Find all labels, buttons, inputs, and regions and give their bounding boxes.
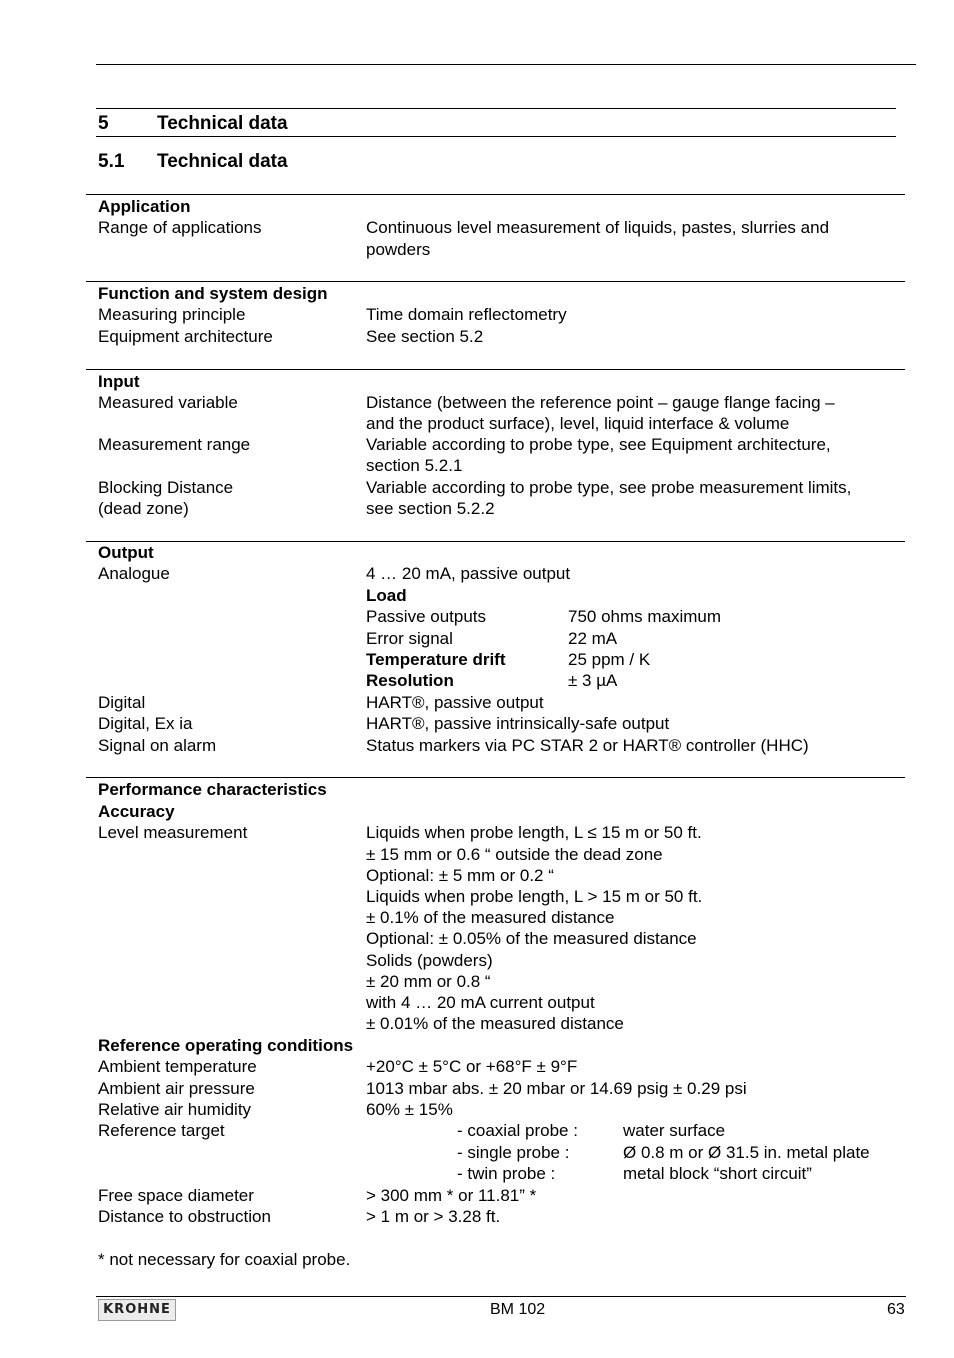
free-space-value: > 300 mm * or 11.81” * — [366, 1186, 537, 1205]
performance-rule — [86, 777, 905, 778]
variable-value-line1: Distance (between the reference point – gauge flange facing – — [366, 393, 835, 412]
reference-target-label: Reference target — [98, 1121, 225, 1140]
input-heading: Input — [98, 372, 140, 391]
ambient-temperature-label: Ambient temperature — [98, 1057, 257, 1076]
output-rule — [86, 541, 905, 542]
application-heading: Application — [98, 197, 191, 216]
page-number: 63 — [887, 1301, 905, 1318]
level-line: Liquids when probe length, L ≤ 15 m or 50 ft. — [366, 823, 702, 842]
humidity-label: Relative air humidity — [98, 1100, 252, 1119]
measurement-range-line1: Variable according to probe type, see Equipment architecture, — [366, 435, 831, 454]
single-probe-value: Ø 0.8 m or Ø 31.5 in. metal plate — [623, 1143, 870, 1162]
air-pressure-label: Ambient air pressure — [98, 1079, 255, 1098]
twin-probe-label: - twin probe : — [457, 1164, 556, 1183]
error-signal-label: Error signal — [366, 629, 453, 648]
footnote: * not necessary for coaxial probe. — [98, 1250, 351, 1269]
output-heading: Output — [98, 543, 154, 562]
analogue-label: Analogue — [98, 564, 170, 583]
resolution-label: Resolution — [366, 671, 454, 690]
level-line: ± 0.01% of the measured distance — [366, 1014, 624, 1033]
humidity-value: 60% ± 15% — [366, 1100, 453, 1119]
twin-probe-value: metal block “short circuit” — [623, 1164, 812, 1183]
coaxial-probe-value: water surface — [623, 1121, 726, 1140]
level-measurement-label: Level measurement — [98, 823, 248, 842]
subsection-title: Technical data — [157, 151, 288, 172]
free-space-label: Free space diameter — [98, 1186, 254, 1205]
obstruction-value: > 1 m or > 3.28 ft. — [366, 1207, 501, 1226]
temperature-drift-label: Temperature drift — [366, 650, 506, 669]
level-line: with 4 … 20 mA current output — [366, 993, 595, 1012]
obstruction-label: Distance to obstruction — [98, 1207, 271, 1226]
input-rule — [86, 369, 905, 370]
range-value-line2: powders — [366, 240, 431, 259]
level-line: ± 15 mm or 0.6 “ outside the dead zone — [366, 845, 663, 864]
level-line: ± 0.1% of the measured distance — [366, 908, 615, 927]
digital-label: Digital — [98, 693, 146, 712]
single-probe-label: - single probe : — [457, 1143, 570, 1162]
level-line: Liquids when probe length, L > 15 m or 50 ft. — [366, 887, 703, 906]
section-number: 5 — [98, 113, 109, 134]
document-id: BM 102 — [490, 1301, 546, 1318]
header-rule — [96, 64, 916, 65]
digital-ex-label: Digital, Ex ia — [98, 714, 193, 733]
range-value-line1: Continuous level measurement of liquids, pastes, slurries and — [366, 218, 830, 237]
level-line: ± 20 mm or 0.8 “ — [366, 972, 491, 991]
passive-outputs-label: Passive outputs — [366, 607, 487, 626]
digital-ex-value: HART®, passive intrinsically-safe output — [366, 714, 670, 733]
analogue-value: 4 … 20 mA, passive output — [366, 564, 571, 583]
subsection-number: 5.1 — [98, 151, 125, 172]
coaxial-probe-label: - coaxial probe : — [457, 1121, 578, 1140]
passive-outputs-value: 750 ohms maximum — [568, 607, 722, 626]
function-rule — [86, 281, 905, 282]
principle-label: Measuring principle — [98, 305, 246, 324]
error-signal-value: 22 mA — [568, 629, 618, 648]
level-line: Optional: ± 0.05% of the measured distance — [366, 929, 697, 948]
resolution-value: ± 3 µA — [568, 671, 618, 690]
alarm-value: Status markers via PC STAR 2 or HART® controller (HHC) — [366, 736, 809, 755]
accuracy-heading: Accuracy — [98, 802, 175, 821]
alarm-label: Signal on alarm — [98, 736, 217, 755]
variable-value-line2: and the product surface), level, liquid interface & volume — [366, 414, 790, 433]
blocking-label-line1: Blocking Distance — [98, 478, 234, 497]
function-heading: Function and system design — [98, 284, 328, 303]
air-pressure-value: 1013 mbar abs. ± 20 mbar or 14.69 psig ± 0.29 psi — [366, 1079, 747, 1098]
section-rule-bottom — [96, 136, 896, 137]
ambient-temperature-value: +20°C ± 5°C or +68°F ± 9°F — [366, 1057, 578, 1076]
measurement-range-line2: section 5.2.1 — [366, 456, 463, 475]
digital-value: HART®, passive output — [366, 693, 544, 712]
level-line: Solids (powders) — [366, 951, 493, 970]
blocking-label-line2: (dead zone) — [98, 499, 189, 518]
load-label: Load — [366, 586, 407, 605]
temperature-drift-value: 25 ppm / K — [568, 650, 651, 669]
section-title: Technical data — [157, 113, 288, 134]
level-line: Optional: ± 5 mm or 0.2 “ — [366, 866, 554, 885]
performance-heading: Performance characteristics — [98, 780, 327, 799]
reference-conditions-heading: Reference operating conditions — [98, 1036, 354, 1055]
footer-rule — [96, 1296, 906, 1297]
application-rule — [86, 194, 905, 195]
variable-label: Measured variable — [98, 393, 238, 412]
architecture-label: Equipment architecture — [98, 327, 273, 346]
blocking-value-line2: see section 5.2.2 — [366, 499, 495, 518]
measurement-range-label: Measurement range — [98, 435, 251, 454]
range-label: Range of applications — [98, 218, 262, 237]
krohne-logo: KROHNE — [98, 1299, 176, 1321]
section-rule-top — [96, 108, 896, 109]
blocking-value-line1: Variable according to probe type, see probe measurement limits, — [366, 478, 852, 497]
principle-value: Time domain reflectometry — [366, 305, 567, 324]
architecture-value: See section 5.2 — [366, 327, 484, 346]
